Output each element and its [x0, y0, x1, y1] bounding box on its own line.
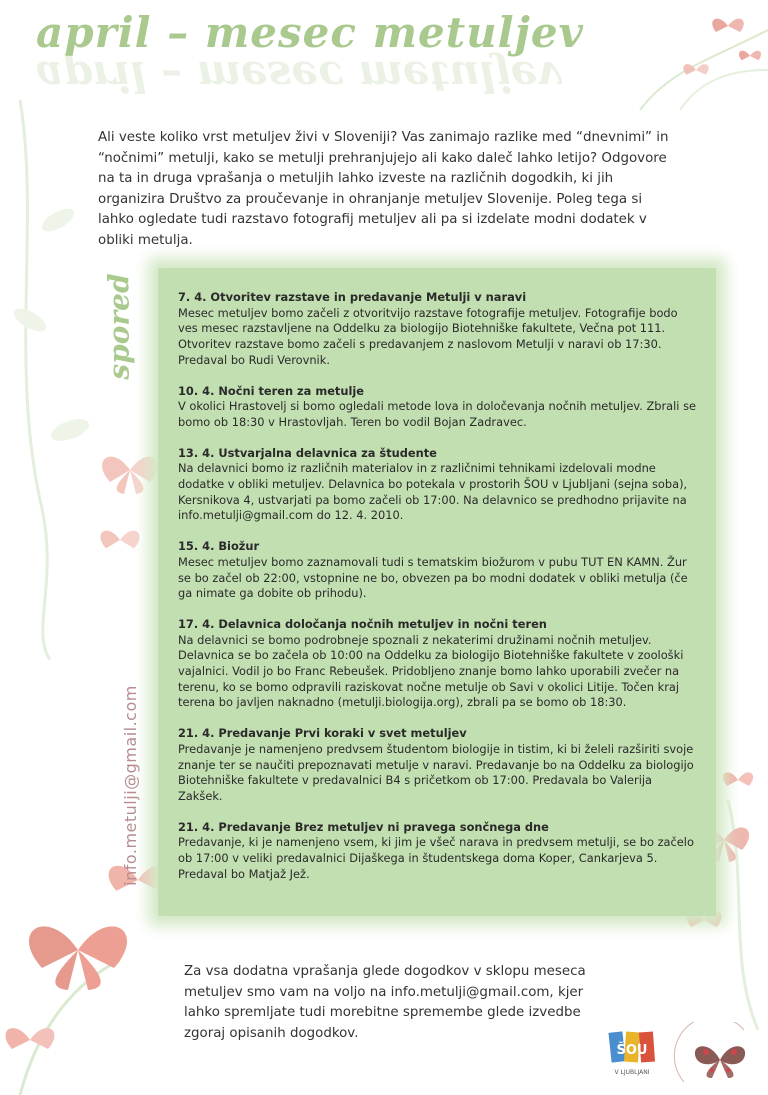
event-description: Predavanje je namenjeno predvsem študentom biologije in tistim, ki bi želeli razširiti svoje znanje ter se naučiti prepoznavati metulje v naravi. Predavanje bo na Oddelku za biologijo Biotehniške fakultete v predavalnici B4 s pričetkom ob 17:00. Predavala bo Valerija Zakšek.	[178, 741, 694, 803]
event-item	[178, 726, 700, 805]
event-item	[178, 446, 700, 525]
side-email	[120, 680, 156, 900]
intro-paragraph: Ali veste koliko vrst metuljev živi v Sloveniji? Vas zanimajo razlike med “dnevnimi” in “nočnimi” metulji, kako se metulji prehranjujejo ali kako daleč lahko letijo? Odgovore na ta in druga vprašanja o metuljih lahko izveste na različnih dogodkih, ki jih organizira Društvo za proučevanje in ohranjanje metuljev Slovenije. Poleg tega si lahko ogledate tudi razstavo fotografij metuljev ali pa si izdelate modni dodatek v obliki metulja.	[98, 130, 669, 248]
event-title: 7. 4. Otvoritev razstave in predavanje Metulji v naravi	[178, 290, 527, 304]
side-email-text: info.metulji@gmail.com	[120, 685, 140, 886]
event-title: 17. 4. Delavnica določanja nočnih metuljev in nočni teren	[178, 616, 547, 631]
event-item	[178, 617, 700, 711]
schedule-side-label-text: spored	[102, 273, 136, 380]
sou-logo-letters: ŠOU	[616, 1043, 648, 1058]
event-item	[178, 290, 700, 369]
event-description: Na delavnici se bomo podrobneje spoznali z nekaterimi družinami nočnih metuljev. Delavnica se bo začela ob 10:00 na Oddelku za biologijo Biotehniške fakultete v zoološki vajalnici. Vodil jo bo Franc Rebeušek. Pridobljeno znanje bomo lahko uporabili zvečer na terenu, ko se bomo odpravili raziskovat nočne metulje ob Savi v okolici Litije. Točen kraj terena bo javljen naknadno (metulji.biologija.org), zbrali pa se bomo ob 18:30.	[178, 632, 684, 710]
event-description: Mesec metuljev bomo začeli z otvoritvijo razstave fotografije metuljev. Fotografije bodo ves mesec razstavljene na Oddelku za biologijo Biotehniške fakultete, Večna pot 111. Otvoritev razstave bomo začeli s predavanjem z naslovom Metulji v naravi ob 17:30. Predaval bo Rudi Verovnik.	[178, 305, 678, 367]
footer-paragraph: Za vsa dodatna vprašanja glede dogodkov v sklopu meseca metuljev smo vam na voljo na info.metulji@gmail.com, kjer lahko spremljate tudi morebitne spremembe glede izvedbe zgoraj opisanih dogodkov.	[184, 964, 586, 1041]
event-description: Mesec metuljev bomo zaznamovali tudi s tematskim biožurom v pubu TUT EN KAMN. Žur se bo začel ob 22:00, vstopnine ne bo, obvezen pa bo modni dodatek v obliki metulja (če ga nimate ga dobite ob prihodu).	[178, 554, 688, 601]
event-title: 15. 4. Biožur	[178, 539, 260, 554]
butterfly-society-logo	[664, 1022, 764, 1088]
schedule-side-label	[102, 260, 146, 400]
page-title: april – mesec metuljev	[36, 8, 584, 57]
event-description: Na delavnici bomo iz različnih materialov in z različnimi tehnikami izdelovali modne dodatke v obliki metuljev. Delavnica bo potekala v prostorih ŠOU v Ljubljani (sejna soba), Kersnikova 4, ustvarjati pa bomo začeli ob 17:00. Na delavnico se predhodno prijavite na info.metulji@gmail.com do 12. 4. 2010.	[178, 461, 688, 523]
event-list	[178, 290, 700, 898]
sou-logo	[608, 1030, 656, 1082]
event-title: 13. 4. Ustvarjalna delavnica za študente	[178, 445, 437, 460]
event-item	[178, 384, 700, 431]
event-title: 21. 4. Predavanje Brez metuljev ni pravega sončnega dne	[178, 819, 549, 834]
event-description: Predavanje, ki je namenjeno vsem, ki jim je všeč narava in predvsem metulji, se bo začelo ob 17:00 v veliki predavalnici Dijaškega in študentskega doma Koper, Cankarjeva 5. Predaval bo Matjaž Jež.	[178, 835, 694, 881]
page-title-reflection: april – mesec metuljev	[36, 52, 562, 101]
sou-logo-caption: V LJUBLJANI	[614, 1069, 650, 1076]
event-description: V okolici Hrastovelj si bomo ogledali metode lova in določevanja nočnih metuljev. Zbrali se bomo ob 18:30 v Hrastovljah. Teren bo vodil Bojan Zadravec.	[178, 399, 697, 429]
event-item	[178, 820, 700, 883]
event-title: 10. 4. Nočni teren za metulje	[178, 383, 365, 398]
event-title: 21. 4. Predavanje Prvi koraki v svet metuljev	[178, 726, 467, 741]
event-item	[178, 539, 700, 602]
butterfly-decoration-top-right	[600, 0, 768, 110]
